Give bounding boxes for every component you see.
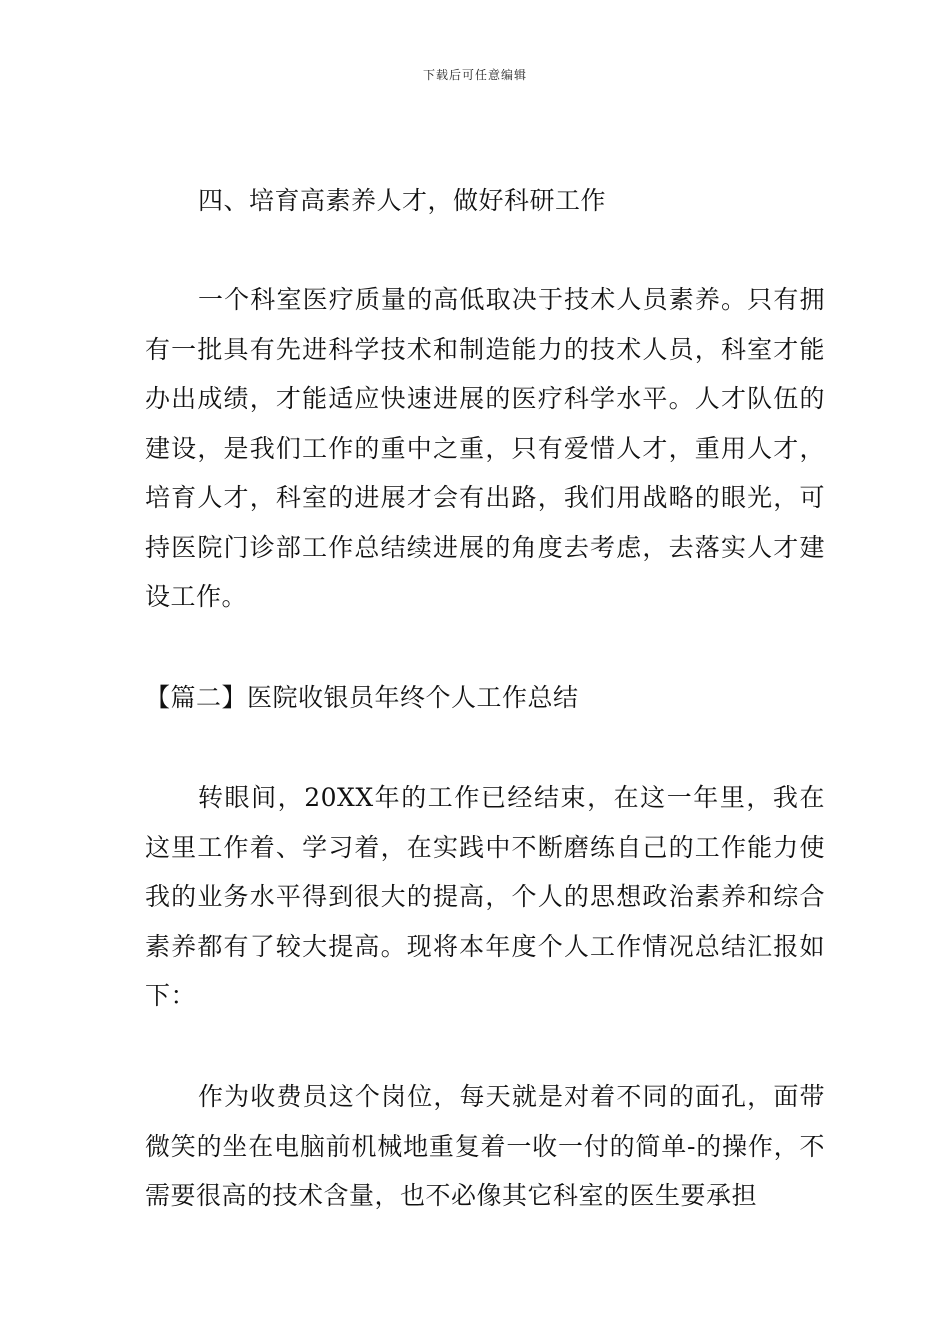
paragraph-year-summary: 转眼间，20XX年的工作已经结束，在这一年里，我在这里工作着、学习着，在实践中不断磨练自己的工作能力使我的业务水平得到很大的提高，个人的思想政治素养和综合素养都有了较大提高。现将本年度个人工作情况总结汇报如下： — [145, 783, 825, 1010]
header-note: 下载后可任意编辑 — [422, 68, 527, 82]
section-heading-four: 四、培育高素养人才，做好科研工作 — [198, 186, 607, 215]
paragraph-cashier-role: 作为收费员这个岗位，每天就是对着不同的面孔，面带微笑的坐在电脑前机械地重复着一收一付的简单-的操作，不需要很高的技术含量，也不必像其它科室的医生要承担 — [145, 1082, 825, 1210]
section-heading-part-two: 【篇二】医院收银员年终个人工作总结 — [145, 683, 579, 712]
paragraph-talent-cultivation: 一个科室医疗质量的高低取决于技术人员素养。只有拥有一批具有先进科学技术和制造能力的技术人员，科室才能办出成绩，才能适应快速进展的医疗科学水平。人才队伍的建设，是我们工作的重中之重，只有爱惜人才，重用人才，培育人才，科室的进展才会有出路，我们用战略的眼光，可持医院门诊部工作总结续进展的角度去考虑，去落实人才建设工作。 — [145, 285, 825, 611]
